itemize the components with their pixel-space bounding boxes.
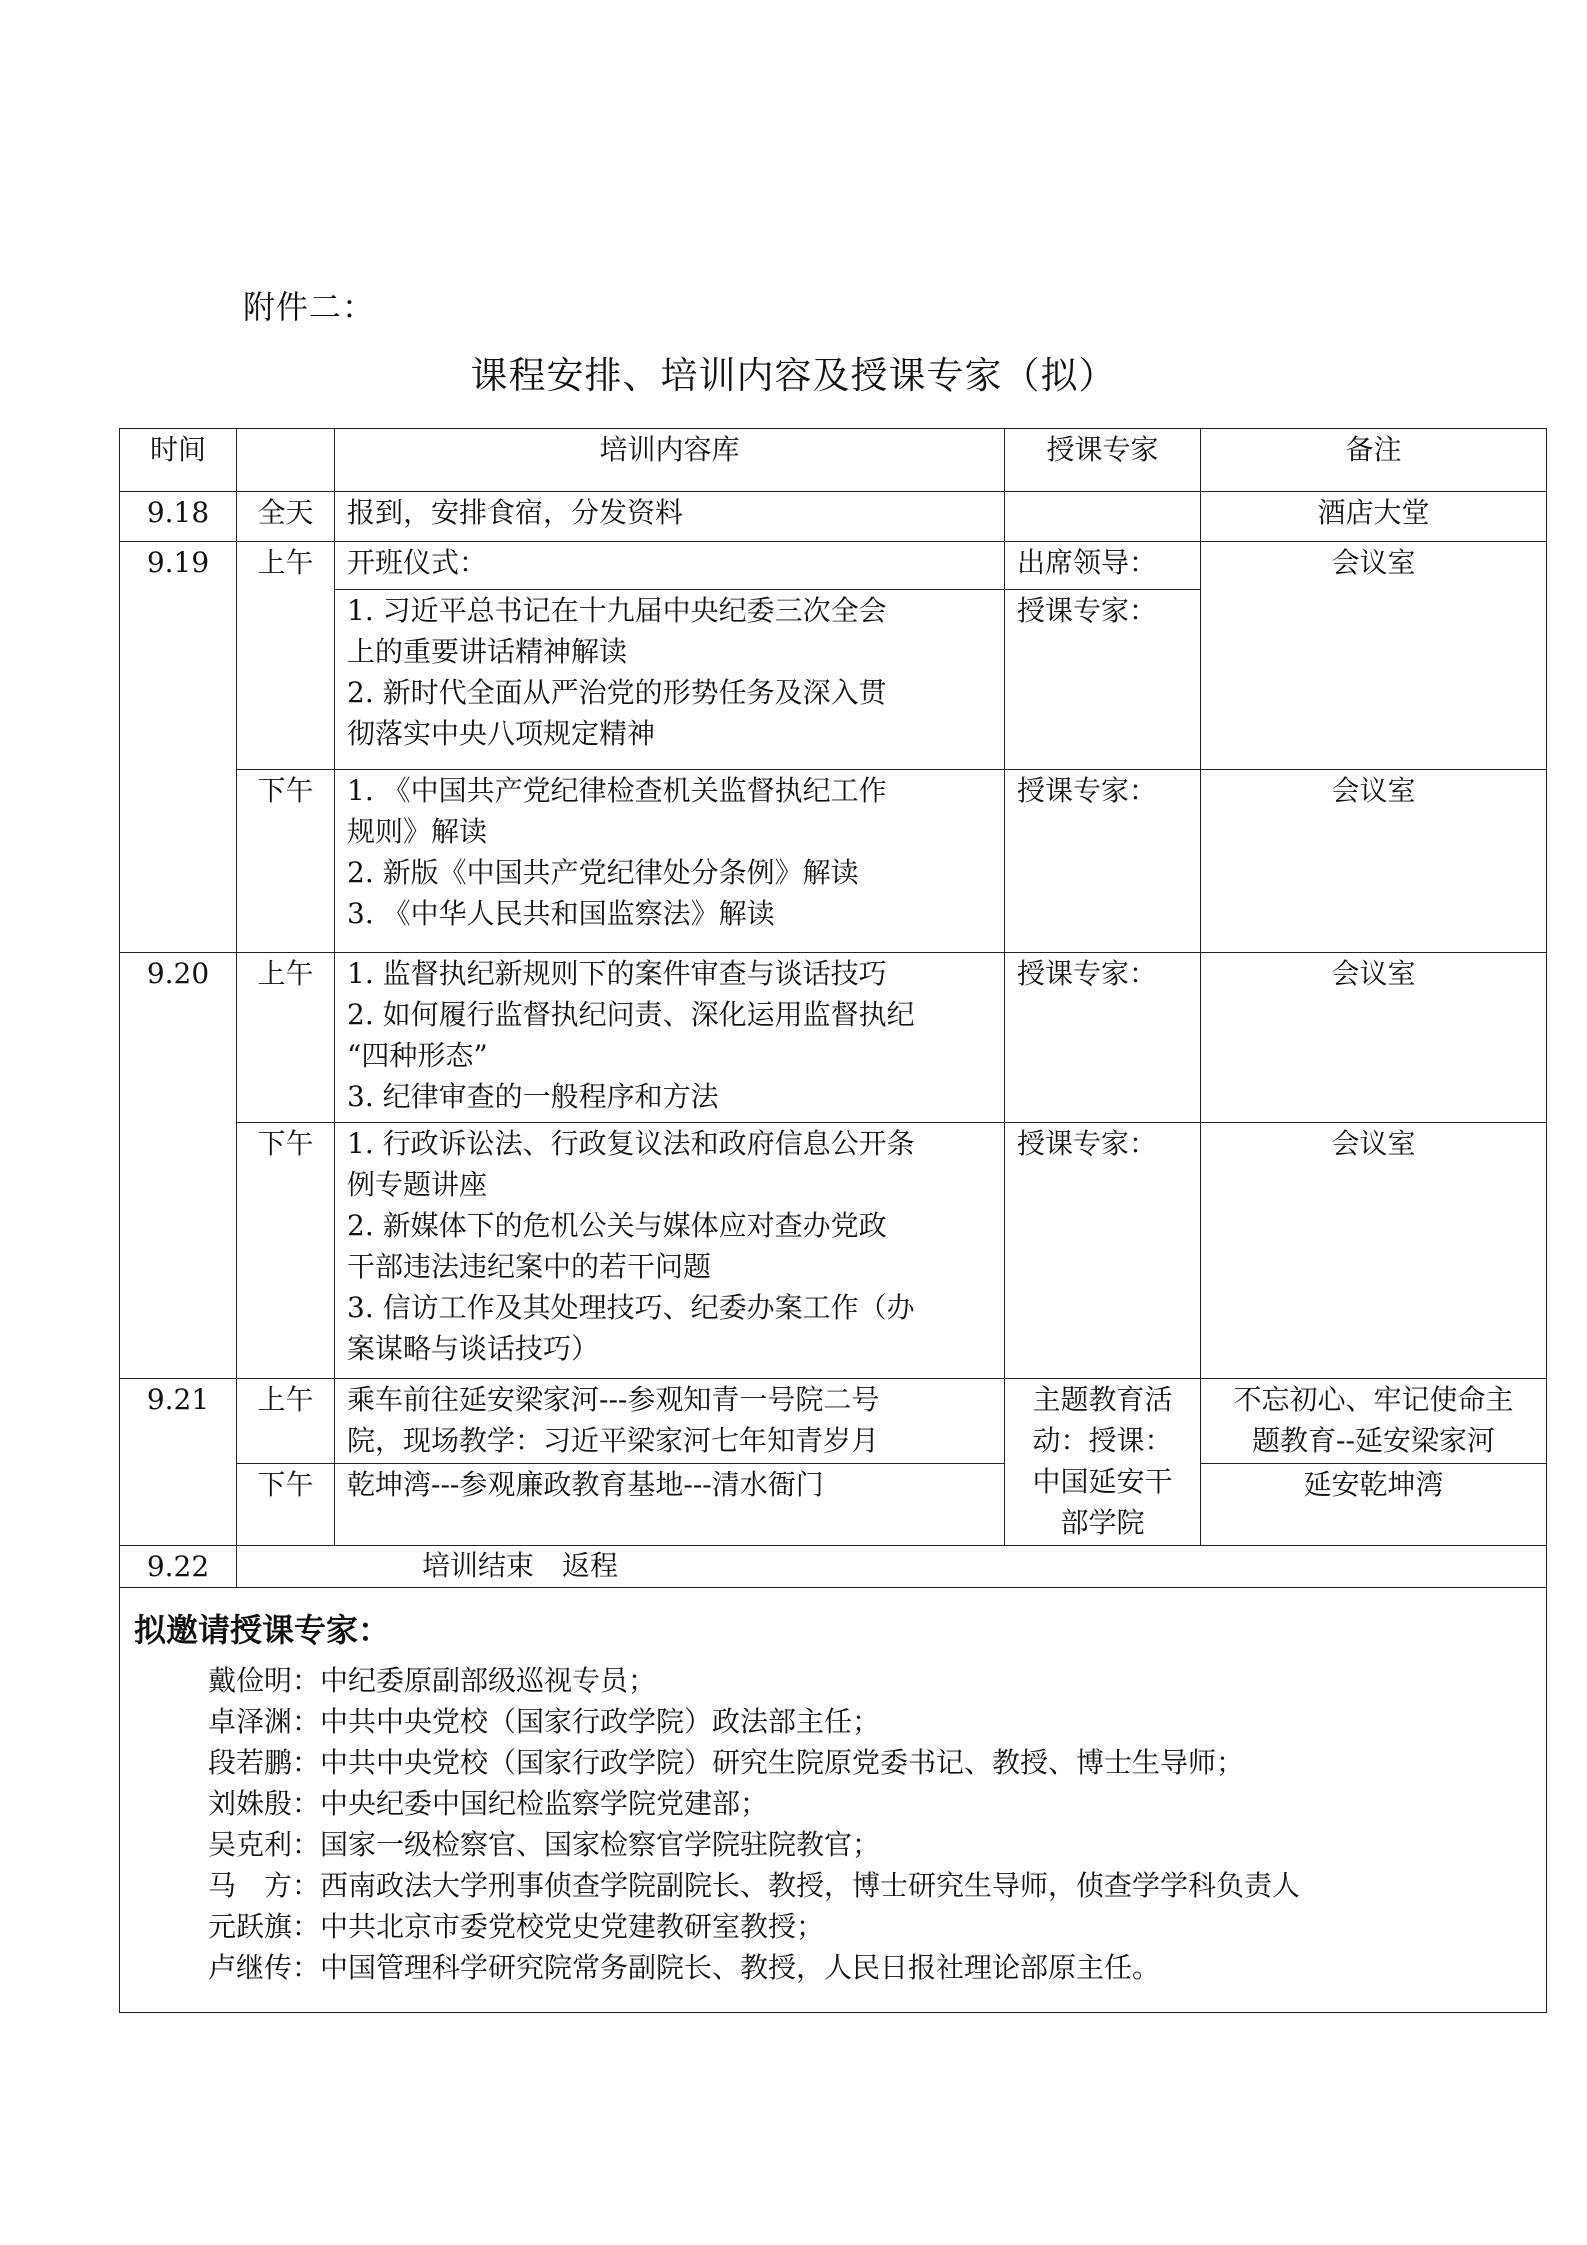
expert-item: 马 方：西南政法大学刑事侦查学院副院长、教授，博士研究生导师，侦查学学科负责人: [208, 1869, 1301, 1902]
row-920-pm: [120, 1123, 1547, 1379]
row-921-am: [120, 1379, 1547, 1464]
expert-item: 吴克利：国家一级检察官、国家检察官学院驻院教官；: [208, 1828, 881, 1861]
note-line: 题教育--延安梁家河: [1252, 1424, 1495, 1457]
content-919-opening: 开班仪式：: [335, 542, 1005, 590]
content-line: 3. 纪律审查的一般程序和方法: [347, 1080, 719, 1113]
expert-name: 马 方: [208, 1869, 293, 1902]
row-919-opening: [120, 542, 1547, 590]
page-title: 课程安排、培训内容及授课专家（拟）: [470, 354, 1117, 397]
expert-name: 元跃旗: [208, 1910, 293, 1943]
row-921-pm: [120, 1464, 1547, 1546]
expert-item: 元跃旗：中共北京市委党校党史党建教研室教授；: [208, 1910, 825, 1943]
experts-cell: [120, 1588, 1547, 2013]
expert-name: 刘姝殷: [208, 1787, 293, 1820]
content-line: 3. 《中华人民共和国监察法》解读: [347, 897, 775, 930]
content-920-am: [335, 953, 1005, 1123]
expert-921: [1005, 1379, 1201, 1546]
period-919-pm: 下午: [237, 770, 335, 953]
content-line: 3. 信访工作及其处理技巧、纪委办案工作（办: [347, 1291, 915, 1324]
header-row: [120, 429, 1547, 492]
content-922: 培训结束 返程: [237, 1546, 1547, 1588]
content-line: 1. 行政诉讼法、行政复议法和政府信息公开条: [347, 1127, 915, 1160]
content-line: 案谋略与谈话技巧）: [347, 1332, 600, 1365]
content-line: 上的重要讲话精神解读: [347, 635, 628, 668]
content-line: 2. 新时代全面从严治党的形势任务及深入贯: [347, 676, 887, 709]
expert-919-opening: 出席领导：: [1005, 542, 1201, 590]
note-919-pm: 会议室: [1201, 770, 1547, 953]
period-921-am: 上午: [237, 1379, 335, 1464]
expert-desc: 中纪委原副部级巡视专员；: [320, 1664, 657, 1697]
expert-desc: 国家一级检察官、国家检察官学院驻院教官；: [320, 1828, 881, 1861]
content-line: 例专题讲座: [347, 1168, 488, 1201]
expert-item: 卓泽渊：中共中央党校（国家行政学院）政法部主任；: [208, 1705, 881, 1738]
content-921-am: [335, 1379, 1005, 1464]
expert-name: 戴俭明: [208, 1664, 293, 1697]
header-expert: 授课专家: [1005, 429, 1201, 492]
expert-desc: 中国管理科学研究院常务副院长、教授，人民日报社理论部原主任。: [320, 1951, 1161, 1984]
expert-919-pm: 授课专家：: [1005, 770, 1201, 953]
note-line: 不忘初心、牢记使命主: [1233, 1383, 1514, 1416]
row-918: [120, 492, 1547, 542]
expert-line: 部学院: [1060, 1506, 1145, 1539]
content-line: 2. 如何履行监督执纪问责、深化运用监督执纪: [347, 998, 915, 1031]
note-918: 酒店大堂: [1201, 492, 1547, 542]
content-920-pm: [335, 1123, 1005, 1379]
note-921-pm: 延安乾坤湾: [1201, 1464, 1547, 1546]
expert-item: 卢继传：中国管理科学研究院常务副院长、教授，人民日报社理论部原主任。: [208, 1951, 1161, 1984]
content-line: 1. 《中国共产党纪律检查机关监督执纪工作: [347, 774, 887, 807]
expert-item: 刘姝殷：中央纪委中国纪检监察学院党建部；: [208, 1787, 769, 1820]
experts-title: 拟邀请授课专家：: [134, 1611, 391, 1649]
content-line: 2. 新版《中国共产党纪律处分条例》解读: [347, 856, 859, 889]
content-line: 1. 监督执纪新规则下的案件审查与谈话技巧: [347, 957, 887, 990]
expert-name: 段若鹏: [208, 1746, 293, 1779]
expert-desc: 中共中央党校（国家行政学院）政法部主任；: [320, 1705, 881, 1738]
expert-line: 中国延安干: [1032, 1465, 1173, 1498]
period-921-pm: 下午: [237, 1464, 335, 1546]
date-922: 9.22: [120, 1546, 237, 1588]
expert-line: 动：授课：: [1032, 1424, 1173, 1457]
expert-desc: 中央纪委中国纪检监察学院党建部；: [320, 1787, 769, 1820]
header-time: 时间: [120, 429, 237, 492]
content-919-pm: [335, 770, 1005, 953]
date-921: 9.21: [120, 1379, 237, 1546]
content-line: “四种形态”: [347, 1039, 488, 1072]
expert-desc: 中共中央党校（国家行政学院）研究生院原党委书记、教授、博士生导师；: [320, 1746, 1245, 1779]
note-921-am: [1201, 1379, 1547, 1464]
content-line: 干部违法违纪案中的若干问题: [347, 1250, 712, 1283]
period-920-pm: 下午: [237, 1123, 335, 1379]
date-920: 9.20: [120, 953, 237, 1379]
period-918: 全天: [237, 492, 335, 542]
row-922: [120, 1546, 1547, 1588]
experts-row: [120, 1588, 1547, 2013]
expert-item: 戴俭明：中纪委原副部级巡视专员；: [208, 1664, 657, 1697]
header-blank: [237, 429, 335, 492]
row-920-am: [120, 953, 1547, 1123]
expert-920-am: 授课专家：: [1005, 953, 1201, 1123]
expert-name: 卢继传: [208, 1951, 293, 1984]
date-919: 9.19: [120, 542, 237, 953]
row-919-pm: [120, 770, 1547, 953]
expert-920-pm: 授课专家：: [1005, 1123, 1201, 1379]
content-line: 2. 新媒体下的危机公关与媒体应对查办党政: [347, 1209, 887, 1242]
note-920-am: 会议室: [1201, 953, 1547, 1123]
note-919-am: 会议室: [1201, 542, 1547, 770]
expert-name: 吴克利: [208, 1828, 293, 1861]
content-918: 报到，安排食宿，分发资料: [335, 492, 1005, 542]
attachment-label: 附件二：: [243, 288, 376, 326]
expert-line: 主题教育活: [1032, 1383, 1173, 1416]
content-line: 1. 习近平总书记在十九届中央纪委三次全会: [347, 594, 887, 627]
content-line: 院，现场教学：习近平梁家河七年知青岁月: [347, 1424, 880, 1457]
header-note: 备注: [1201, 429, 1547, 492]
header-content: 培训内容库: [335, 429, 1005, 492]
expert-item: 段若鹏：中共中央党校（国家行政学院）研究生院原党委书记、教授、博士生导师；: [208, 1746, 1245, 1779]
expert-name: 卓泽渊: [208, 1705, 293, 1738]
period-919-am: 上午: [237, 542, 335, 770]
content-921-pm: 乾坤湾---参观廉政教育基地---清水衙门: [335, 1464, 1005, 1546]
expert-desc: 西南政法大学刑事侦查学院副院长、教授，博士研究生导师，侦查学学科负责人: [320, 1869, 1301, 1902]
expert-desc: 中共北京市委党校党史党建教研室教授；: [320, 1910, 825, 1943]
expert-918: [1005, 492, 1201, 542]
content-line: 彻落实中央八项规定精神: [347, 717, 656, 750]
content-line: 乘车前往延安梁家河---参观知青一号院二号: [347, 1383, 880, 1416]
schedule-table: [119, 428, 1547, 2013]
period-920-am: 上午: [237, 953, 335, 1123]
note-920-pm: 会议室: [1201, 1123, 1547, 1379]
expert-919-am: 授课专家：: [1005, 590, 1201, 770]
content-919-am: [335, 590, 1005, 770]
content-line: 规则》解读: [347, 815, 488, 848]
date-918: 9.18: [120, 492, 237, 542]
